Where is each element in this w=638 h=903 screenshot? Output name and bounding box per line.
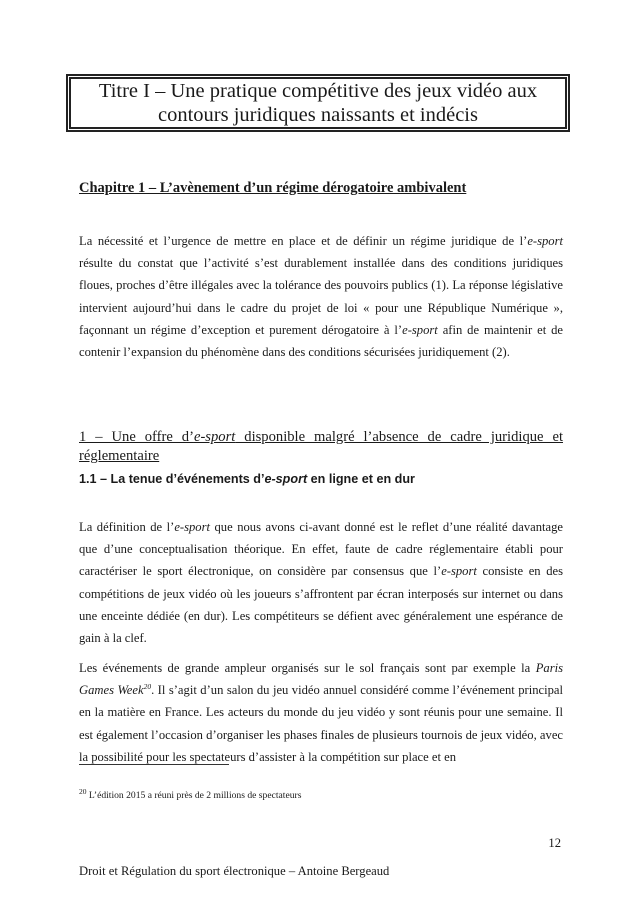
subsection-text-1: 1.1 – La tenue d’événements d’ <box>79 472 265 486</box>
footnote-text: L’édition 2015 a réuni près de 2 millions de spectateurs <box>86 790 302 801</box>
footnote-divider <box>79 764 229 765</box>
footnote-ref[interactable]: 20 <box>143 682 152 692</box>
subsection-italic: e-sport <box>264 472 308 486</box>
intro-paragraph <box>79 230 563 363</box>
footnote-number: 20 <box>79 786 87 796</box>
p1-text-1: La définition de l’ <box>79 520 175 534</box>
p2-italic-1: Paris Games Week <box>79 661 563 698</box>
body-paragraph-2 <box>79 657 563 768</box>
p1-italic-2: e-sport <box>441 564 477 579</box>
title-line-2: contours juridiques naissants et indécis <box>158 104 478 126</box>
p2-text-1: Les événements de grande ampleur organisés sur le sol français sont par exemple la <box>79 661 536 675</box>
intro-text-3: afin de maintenir et de contenir l’expansion du phénomène dans des conditions sécurisées juridiquement (2). <box>79 322 563 360</box>
p1-italic-1: e-sport <box>174 520 211 534</box>
section-italic: e-sport <box>193 429 236 445</box>
intro-italic-2: e-sport <box>402 322 438 337</box>
section-text-2: disponible malgré l’absence de cadre juridique et réglementaire <box>79 429 563 464</box>
p1-text-3: consiste en des compétitions de jeux vidéo où les joueurs s’affrontent par écran interposés sur internet ou dans une enceinte dédiée (en dur). Les compétiteurs se défient avec généralement une espérance de gain à la clef. <box>79 564 563 646</box>
page-footer: Droit et Régulation du sport électronique – Antoine Bergeaud <box>79 864 390 878</box>
intro-text-2: résulte du constat que l’activité s’est durablement installée dans des conditions juridiques floues, proches d’être illégales avec la tolérance des pouvoirs publics (1). La réponse législative intervient aujourd’hui dans le cadre du projet de loi « pour une République Numérique », façonnant un régime d’exception et purement dérogatoire à l’ <box>79 256 563 337</box>
subsection-text-2: en ligne et en dur <box>307 472 415 486</box>
subsection-heading <box>79 472 563 486</box>
chapter-heading: Chapitre 1 – L’avènement d’un régime dérogatoire ambivalent <box>79 180 467 196</box>
section-heading <box>79 428 563 466</box>
section-text-1: 1 – Une offre d’ <box>79 429 194 445</box>
title-line-1: Titre I – Une pratique compétitive des jeux vidéo aux <box>98 80 538 102</box>
p1-text-2: que nous avons ci-avant donné est le reflet d’une réalité davantage que d’une conceptualisation théorique. En effet, faute de cadre réglementaire établi pour caractériser le sport électronique, on considère par consensus que l’ <box>79 520 563 579</box>
intro-italic-1: e-sport <box>527 234 563 248</box>
p2-text-2: . Il s’agit d’un salon du jeu vidéo annuel considéré comme l’événement principal en la matière en France. Les acteurs du monde du jeu vidéo y sont réunis pour une semaine. Il est également l’occasion d’organiser les phases finales de plusieurs tournois de jeux vidéo, avec la possibilité pour les spectateurs d’assister à la compétition sur place et en <box>79 683 564 764</box>
footnote <box>79 786 563 801</box>
title-box <box>66 74 570 132</box>
body-paragraph-1 <box>79 516 563 649</box>
intro-text-1: La nécessité et l’urgence de mettre en place et de définir un régime juridique de l’ <box>79 234 528 248</box>
page-number: 12 <box>548 836 561 850</box>
